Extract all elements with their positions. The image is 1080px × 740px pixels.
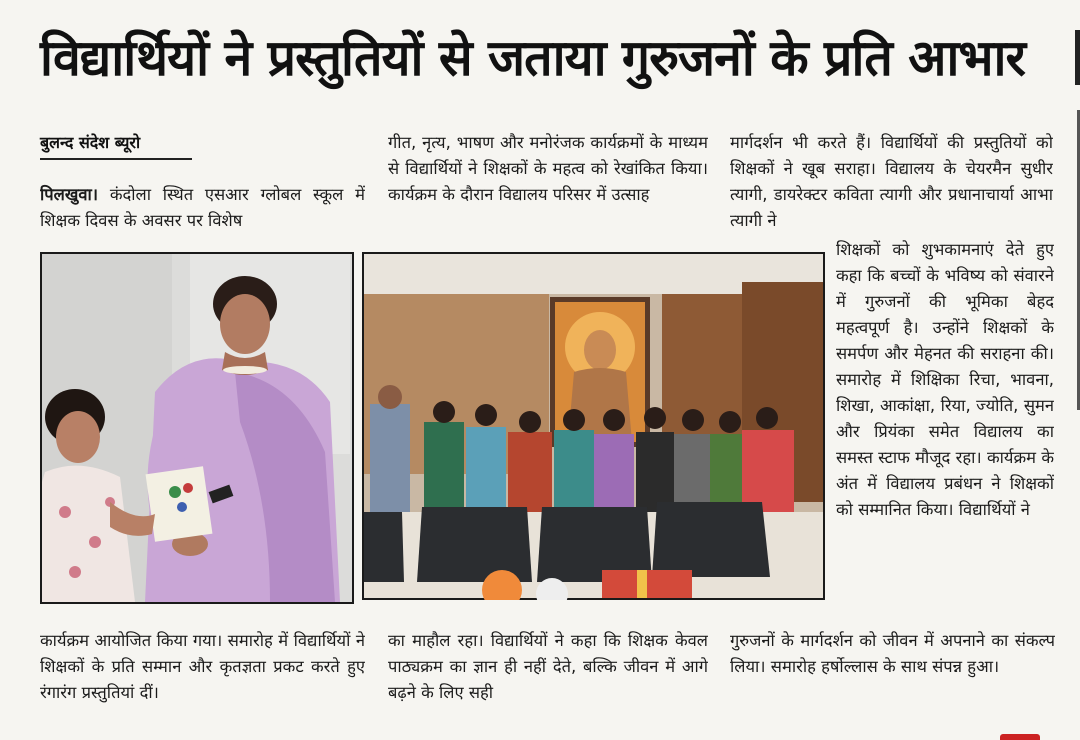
column-3-bottom: गुरुजनों के मार्गदर्शन को जीवन में अपनाने का संकल्प लिया। समारोह हर्षोल्लास के साथ संपन्न हुआ। <box>730 631 1055 676</box>
column-1-bottom: कार्यक्रम आयोजित किया गया। समारोह में विद्यार्थियों ने शिक्षकों के प्रति सम्मान और कृतज्ञता प्रकट करते हुए रंगारंग प्रस्तुतियां दीं। <box>40 631 365 702</box>
photo-staff-group <box>362 252 825 600</box>
column-1-top-text: कंदोला स्थित एसआर ग्लोबल स्कूल में शिक्षक दिवस के अवसर पर विशेष <box>40 185 365 230</box>
column-2-bottom: का माहौल रहा। विद्यार्थियों ने कहा कि शिक्षक केवल पाठ्यक्रम का ज्ञान ही नहीं देते, बल्कि जीवन में आगे बढ़ने के लिए सही <box>388 631 708 702</box>
edge-mark <box>1075 30 1080 85</box>
byline: बुलन्द संदेश ब्यूरो <box>40 128 192 160</box>
headline: विद्यार्थियों ने प्रस्तुतियों से जताया गुरुजनों के प्रति आभार <box>40 29 1025 87</box>
photo-teacher-student <box>40 252 354 604</box>
column-1-top <box>40 182 365 242</box>
dateline: पिलखुवा। <box>40 185 99 204</box>
column-2-top: गीत, नृत्य, भाषण और मनोरंजक कार्यक्रमों के माध्यम से विद्यार्थियों ने शिक्षकों के महत्व को रेखांकित किया। कार्यक्रम के दौरान विद्यालय परिसर में उत्साह <box>388 133 708 204</box>
column-3-side: शिक्षकों को शुभकामनाएं देते हुए कहा कि बच्चों के भविष्य को संवारने में गुरुजनों की भूमिका बेहद महत्वपूर्ण है। उन्होंने शिक्षकों के समर्पण और मेहनत की सराहना की। समारोह में शिक्षिका रिचा, भावना, शिखा, आकांक्षा, रिया, ज्योति, सुमन और प्रियंका समेत विद्यालय का समस्त स्टाफ मौजूद रहा। कार्यक्रम के अंत में विद्यालय प्रबंधन ने शिक्षकों को सम्मानित किया। विद्यार्थियों ने <box>836 240 1054 519</box>
page-corner-mark <box>1000 734 1040 740</box>
column-3-top: मार्गदर्शन भी करते हैं। विद्यार्थियों की प्रस्तुतियों को शिक्षकों ने खूब सराहा। विद्यालय के चेयरमैन सुधीर त्यागी, डायरेक्टर कविता त्यागी और प्रधानाचार्या आभा त्यागी ने <box>730 133 1053 230</box>
